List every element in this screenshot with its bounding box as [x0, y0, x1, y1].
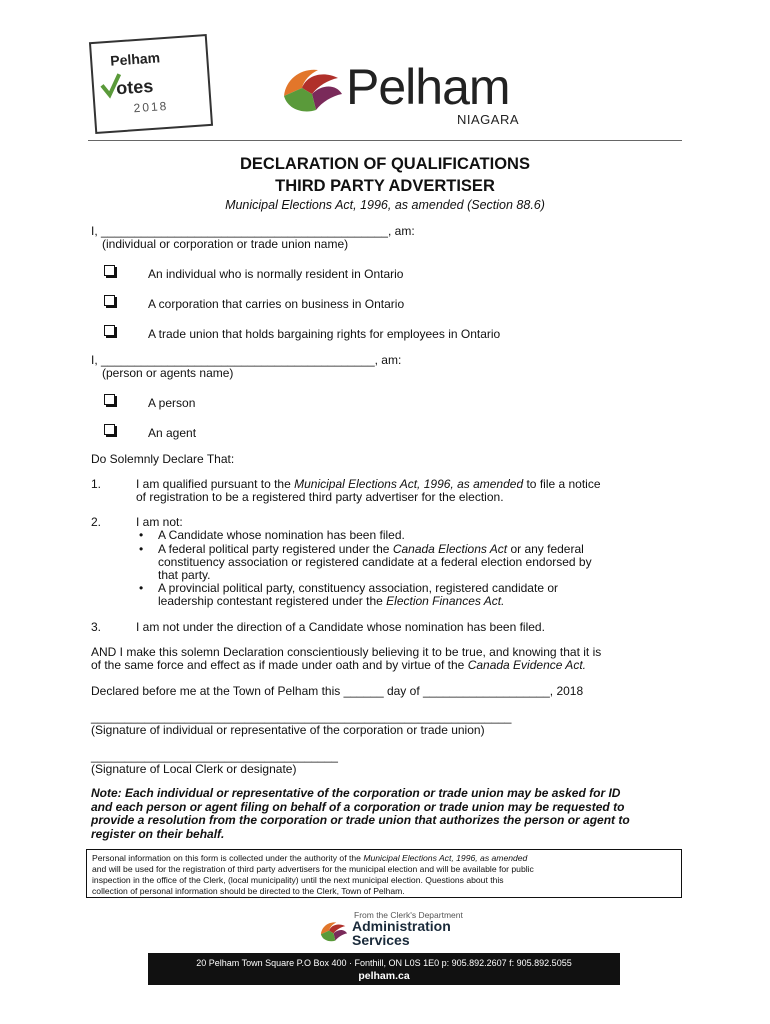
signature-label-clerk: (Signature of Local Clerk or designate) [91, 762, 297, 776]
agent-field-hint: (person or agents name) [102, 366, 234, 380]
item-2-number: 2. [91, 515, 102, 529]
agent-field-line[interactable]: I, _________________________________________, am: [91, 353, 402, 367]
pelham-logo-icon [282, 66, 344, 116]
declared-before-line[interactable]: Declared before me at the Town of Pelham this ______ day of ___________________, 2018 [91, 684, 584, 698]
form-subtitle: Municipal Elections Act, 1996, as amended (Section 88.6) [225, 198, 545, 212]
option-individual-label: An individual who is normally resident in Ontario [148, 267, 404, 281]
signature-line-individual[interactable]: _______________________________________________________________ [91, 710, 512, 724]
item-2-bullet-2-end: that party. [158, 568, 211, 582]
name-field-hint: (individual or corporation or trade union name) [102, 237, 349, 251]
checkbox-corporation[interactable] [104, 295, 115, 306]
form-title: DECLARATION OF QUALIFICATIONS [240, 155, 530, 173]
item-2-bullet-1: A Candidate whose nomination has been filed. [158, 528, 405, 542]
bullet-icon: • [139, 542, 144, 556]
footer-website-link[interactable]: pelham.ca [358, 970, 410, 982]
item-1-text: I am qualified pursuant to the Municipal Elections Act, 1996, as amended to file a notice [136, 477, 601, 491]
badge-votes: otes [115, 75, 154, 99]
badge-year: 2018 [133, 98, 169, 116]
bullet-icon: • [139, 528, 144, 542]
privacy-notice: Personal information on this form is collected under the authority of the Municipal Elections Act, 1996, as amended and will be used for the registration of third party advertisers for the municipal election and will be available for public inspection in the office of the Clerk, (local municipality) until the next municipal election. Questions about this collection of personal information should be directed to the Clerk, Town of Pelham. [86, 849, 682, 898]
item-2-bullet-3: A provincial political party, constituency association, registered candidate or [158, 581, 558, 595]
badge-brand: Pelham [109, 49, 161, 69]
item-2-bullet-2-cont: constituency association or registered candidate at a federal election endorsed by [158, 555, 592, 569]
pelham-niagara: NIAGARA [457, 112, 520, 127]
option-trade-union-label: A trade union that holds bargaining rights for employees in Ontario [148, 327, 501, 341]
checkbox-trade-union[interactable] [104, 325, 115, 336]
footer-from-department: From the Clerk's Department [354, 910, 463, 920]
id-note: Note: Each individual or representative of the corporation or trade union may be asked for ID and each person or agent filing on behalf of a corporation or trade union may be requested to provide a resolution from the corporation or trade union that authorizes the person or agent to register on their behalf. [91, 786, 630, 841]
item-2-bullet-3-cont: leadership contestant registered under the Election Finances Act. [158, 594, 505, 608]
checkbox-individual[interactable] [104, 265, 115, 276]
form-title-2: THIRD PARTY ADVERTISER [275, 177, 495, 195]
footer-admin-services: Administration Services [352, 918, 451, 948]
pelham-votes-badge [89, 34, 213, 134]
pelham-wordmark: Pelham [346, 59, 510, 115]
footer-contact-bar [148, 953, 620, 985]
checkbox-agent[interactable] [104, 424, 115, 435]
option-person-label: A person [148, 396, 196, 410]
item-1-number: 1. [91, 477, 102, 491]
item-3-number: 3. [91, 620, 102, 634]
name-field-line[interactable]: I, ___________________________________________, am: [91, 224, 415, 238]
item-3-text: I am not under the direction of a Candidate whose nomination has been filed. [136, 620, 545, 634]
option-corporation-label: A corporation that carries on business in Ontario [148, 297, 405, 311]
signature-line-clerk[interactable]: _____________________________________ [91, 749, 338, 763]
declare-heading: Do Solemnly Declare That: [91, 452, 235, 466]
option-agent-label: An agent [148, 426, 197, 440]
pelham-footer-logo-icon [320, 920, 348, 944]
item-2-bullet-2: A federal political party registered under the Canada Elections Act or any federal [158, 542, 584, 556]
checkbox-person[interactable] [104, 394, 115, 405]
solemn-declaration: AND I make this solemn Declaration conscientiously believing it to be true, and knowing that it is [91, 645, 602, 659]
bullet-icon: • [139, 581, 144, 595]
signature-label-individual: (Signature of individual or representative of the corporation or trade union) [91, 723, 485, 737]
header-divider [88, 140, 682, 141]
footer-address: 20 Pelham Town Square P.O Box 400 · Fonthill, ON L0S 1E0 p: 905.892.2607 f: 905.892.5055 [196, 958, 572, 968]
item-2-heading: I am not: [136, 515, 183, 529]
item-1-text-cont: of registration to be a registered third party advertiser for the election. [136, 490, 504, 504]
solemn-declaration-cont: of the same force and effect as if made under oath and by virtue of the Canada Evidence Act. [91, 658, 586, 672]
